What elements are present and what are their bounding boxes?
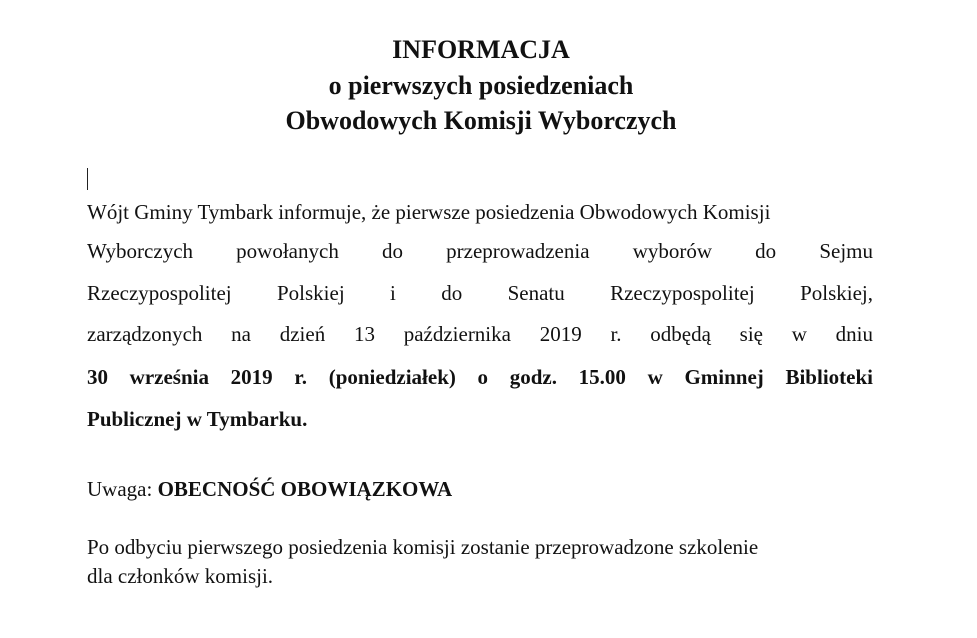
text-cursor <box>87 168 88 190</box>
training-info-line-2: dla członków komisji. <box>87 564 274 588</box>
body-line-3: Rzeczypospolitej Polskiej i do Senatu Rzeczypospolitej Polskiej, <box>87 281 873 305</box>
document-subtitle-line-2: Obwodowych Komisji Wyborczych <box>285 106 677 135</box>
attendance-mandatory: OBECNOŚĆ OBOWIĄZKOWA <box>157 477 453 501</box>
meeting-date-line: 30 września 2019 r. (poniedziałek) o godz. 15.00 w Gminnej Biblioteki <box>87 365 873 389</box>
body-line-1: Wójt Gminy Tymbark informuje, że pierwsze posiedzenia Obwodowych Komisji <box>87 200 771 224</box>
training-info-line-1: Po odbyciu pierwszego posiedzenia komisji zostanie przeprowadzone szkolenie <box>87 535 759 559</box>
meeting-place-line: Publicznej w Tymbarku. <box>87 407 308 431</box>
body-line-4: zarządzonych na dzień 13 października 2019 r. odbędą się w dniu <box>87 322 873 346</box>
note-label: Uwaga: <box>87 477 153 501</box>
document-subtitle-line-1: o pierwszych posiedzeniach <box>328 71 634 100</box>
attendance-note <box>87 477 452 501</box>
document-title: INFORMACJA <box>392 35 570 64</box>
body-line-2: Wyborczych powołanych do przeprowadzenia wyborów do Sejmu <box>87 239 873 263</box>
